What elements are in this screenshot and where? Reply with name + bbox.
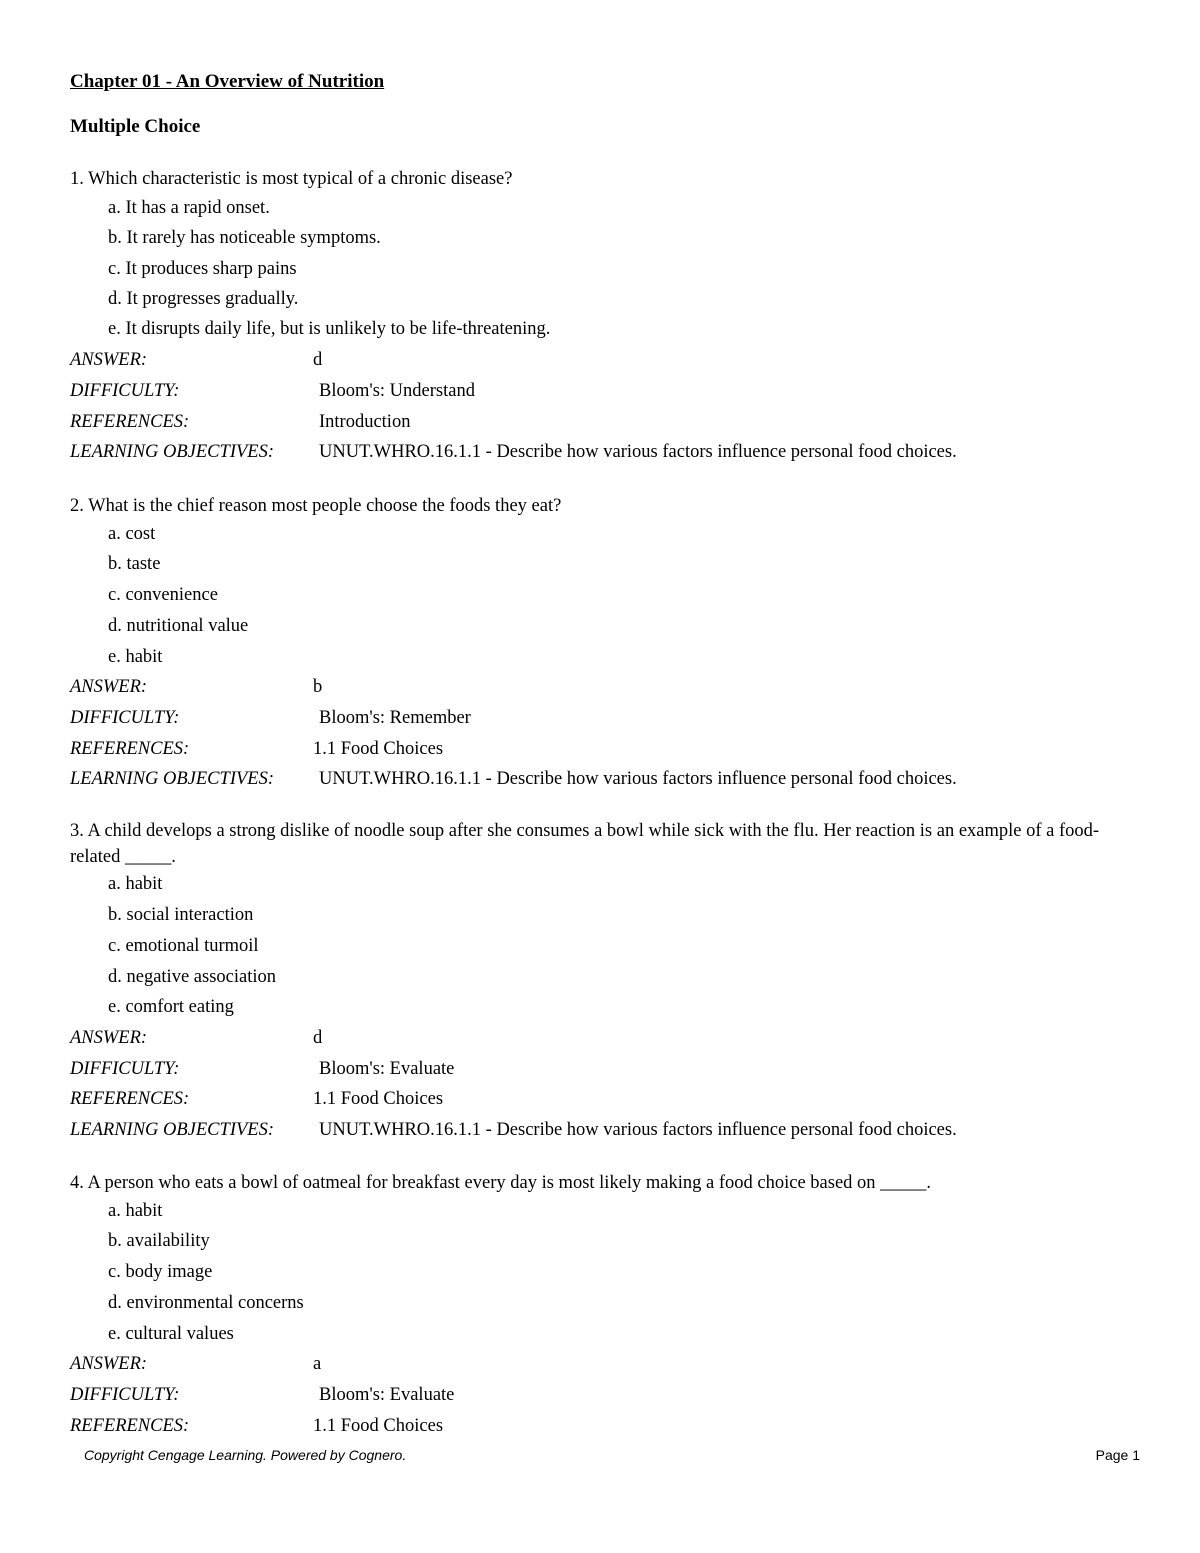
question-4-stem: 4. A person who eats a bowl of oatmeal for breakfast every day is most likely making a food choice based on _____. [70, 1173, 932, 1193]
question-2-option-e: e. habit [108, 647, 163, 667]
question-4-option-b: b. availability [108, 1231, 210, 1251]
question-4-answer-value: a [313, 1354, 322, 1374]
question-4-option-a: a. habit [108, 1201, 163, 1221]
footer-copyright: Copyright Cengage Learning. Powered by Cognero. [84, 1447, 407, 1463]
footer-page-number: Page 1 [1095, 1447, 1140, 1463]
question-3-option-b: b. social interaction [108, 905, 254, 925]
question-1-difficulty-label: DIFFICULTY: [70, 381, 180, 401]
question-2-objectives-value: UNUT.WHRO.16.1.1 - Describe how various factors influence personal food choices. [319, 769, 957, 789]
question-1-stem: 1. Which characteristic is most typical of a chronic disease? [70, 169, 513, 189]
question-2-difficulty-label: DIFFICULTY: [70, 708, 180, 728]
question-2-option-d: d. nutritional value [108, 616, 249, 636]
question-4-option-d: d. environmental concerns [108, 1293, 304, 1313]
question-3-objectives-value: UNUT.WHRO.16.1.1 - Describe how various factors influence personal food choices. [319, 1120, 957, 1140]
question-1-option-c: c. It produces sharp pains [108, 259, 297, 279]
question-1-difficulty-value: Bloom's: Understand [319, 381, 475, 401]
question-2-option-a: a. cost [108, 524, 156, 544]
question-1-option-a: a. It has a rapid onset. [108, 198, 270, 218]
question-1-answer-value: d [313, 350, 323, 370]
question-2-references-label: REFERENCES: [70, 739, 190, 759]
question-2-answer-value: b [313, 677, 323, 697]
question-1-option-b: b. It rarely has noticeable symptoms. [108, 228, 381, 248]
question-3-references-label: REFERENCES: [70, 1089, 190, 1109]
question-4-option-c: c. body image [108, 1262, 213, 1282]
question-4-references-value: 1.1 Food Choices [313, 1416, 444, 1436]
chapter-title: Chapter 01 - An Overview of Nutrition [70, 71, 385, 92]
question-1-objectives-label: LEARNING OBJECTIVES: [70, 442, 274, 462]
question-3-difficulty-value: Bloom's: Evaluate [319, 1059, 455, 1079]
question-4-option-e: e. cultural values [108, 1324, 234, 1344]
question-1-references-label: REFERENCES: [70, 412, 190, 432]
question-3-option-a: a. habit [108, 874, 163, 894]
question-2-stem: 2. What is the chief reason most people choose the foods they eat? [70, 496, 562, 516]
question-3-option-e: e. comfort eating [108, 997, 234, 1017]
question-1-option-d: d. It progresses gradually. [108, 289, 299, 309]
question-3-option-d: d. negative association [108, 967, 276, 987]
question-4-difficulty-label: DIFFICULTY: [70, 1385, 180, 1405]
question-3-objectives-label: LEARNING OBJECTIVES: [70, 1120, 274, 1140]
question-2-references-value: 1.1 Food Choices [313, 739, 444, 759]
question-3-references-value: 1.1 Food Choices [313, 1089, 444, 1109]
section-title: Multiple Choice [70, 116, 201, 137]
question-1-option-e: e. It disrupts daily life, but is unlikely to be life-threatening. [108, 319, 551, 339]
question-4-references-label: REFERENCES: [70, 1416, 190, 1436]
question-3-answer-label: ANSWER: [70, 1028, 148, 1048]
question-1-references-value: Introduction [319, 412, 411, 432]
question-4-answer-label: ANSWER: [70, 1354, 148, 1374]
question-3-difficulty-label: DIFFICULTY: [70, 1059, 180, 1079]
question-1-objectives-value: UNUT.WHRO.16.1.1 - Describe how various factors influence personal food choices. [319, 442, 957, 462]
question-3-answer-value: d [313, 1028, 323, 1048]
question-2-option-b: b. taste [108, 554, 161, 574]
question-2-answer-label: ANSWER: [70, 677, 148, 697]
question-2-option-c: c. convenience [108, 585, 218, 605]
question-2-difficulty-value: Bloom's: Remember [319, 708, 471, 728]
question-1-answer-label: ANSWER: [70, 350, 148, 370]
question-3-stem: 3. A child develops a strong dislike of noodle soup after she consumes a bowl while sick with the flu. Her reaction is an example of a food-related _____. [70, 821, 1100, 867]
question-3-option-c: c. emotional turmoil [108, 936, 259, 956]
question-2-objectives-label: LEARNING OBJECTIVES: [70, 769, 274, 789]
question-4-difficulty-value: Bloom's: Evaluate [319, 1385, 455, 1405]
